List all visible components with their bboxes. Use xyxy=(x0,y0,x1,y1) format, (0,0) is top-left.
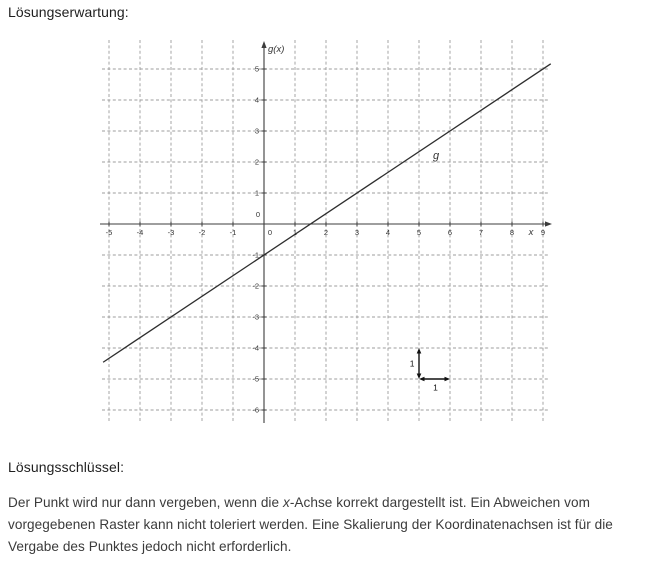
svg-text:9: 9 xyxy=(540,228,546,237)
x-axis-arrowhead xyxy=(545,221,552,226)
svg-text:1: 1 xyxy=(292,228,298,237)
svg-text:2: 2 xyxy=(254,157,259,167)
svg-text:5: 5 xyxy=(254,64,259,74)
y-axis-arrowhead xyxy=(261,41,266,48)
tick-labels xyxy=(106,65,545,415)
svg-text:-1: -1 xyxy=(252,250,259,260)
solution-key-text-part2: -Achse korrekt dargestellt ist. Ein Abweichen vom vorgegebenen Raster kann nicht toleriert werden. Eine Skalierung der Koordinatenachsen ist für die Vergabe des Punktes jedoch nicht erforderlich. xyxy=(8,495,613,554)
arrowhead-left-icon xyxy=(419,377,425,382)
vertical-unit-label: 1 xyxy=(409,358,415,369)
svg-text:-3: -3 xyxy=(252,312,259,322)
solution-key-text-emphasized-x: x xyxy=(282,495,290,510)
svg-text:-4: -4 xyxy=(252,343,259,353)
arrowhead-down-icon xyxy=(417,374,422,380)
horizontal-unit-label: 1 xyxy=(433,382,438,393)
unit-scale-indicator xyxy=(410,348,450,393)
arrowhead-right-icon xyxy=(445,377,451,382)
axis-labels xyxy=(268,44,535,238)
svg-text:6: 6 xyxy=(447,228,453,237)
svg-text:-2: -2 xyxy=(198,228,206,237)
svg-text:0: 0 xyxy=(255,210,260,219)
solution-key-paragraph xyxy=(8,492,647,558)
function-line-g xyxy=(103,64,551,362)
svg-text:2: 2 xyxy=(323,228,329,237)
x-axis-label: x xyxy=(528,227,534,238)
svg-text:-6: -6 xyxy=(252,405,259,415)
svg-text:-1: -1 xyxy=(229,228,237,237)
function-label-g: g xyxy=(432,149,440,162)
svg-text:3: 3 xyxy=(354,228,360,237)
svg-text:5: 5 xyxy=(416,228,422,237)
svg-text:-3: -3 xyxy=(167,228,175,237)
solution-key-text-part1: Der Punkt wird nur dann vergeben, wenn die xyxy=(8,495,283,510)
svg-text:-2: -2 xyxy=(252,281,259,291)
svg-text:1: 1 xyxy=(254,188,259,198)
arrowhead-up-icon xyxy=(417,348,422,354)
solution-key-heading: Lösungsschlüssel: xyxy=(8,459,125,475)
svg-text:8: 8 xyxy=(509,228,515,237)
y-axis-label: g(x) xyxy=(268,44,285,55)
svg-text:4: 4 xyxy=(385,228,391,237)
svg-text:7: 7 xyxy=(478,228,484,237)
svg-text:-4: -4 xyxy=(136,228,144,237)
svg-text:0: 0 xyxy=(267,228,273,237)
svg-text:-5: -5 xyxy=(105,228,113,237)
svg-text:3: 3 xyxy=(254,126,259,136)
svg-text:-5: -5 xyxy=(252,374,259,384)
svg-text:4: 4 xyxy=(254,95,259,105)
expected-solution-heading: Lösungserwartung: xyxy=(8,4,129,20)
